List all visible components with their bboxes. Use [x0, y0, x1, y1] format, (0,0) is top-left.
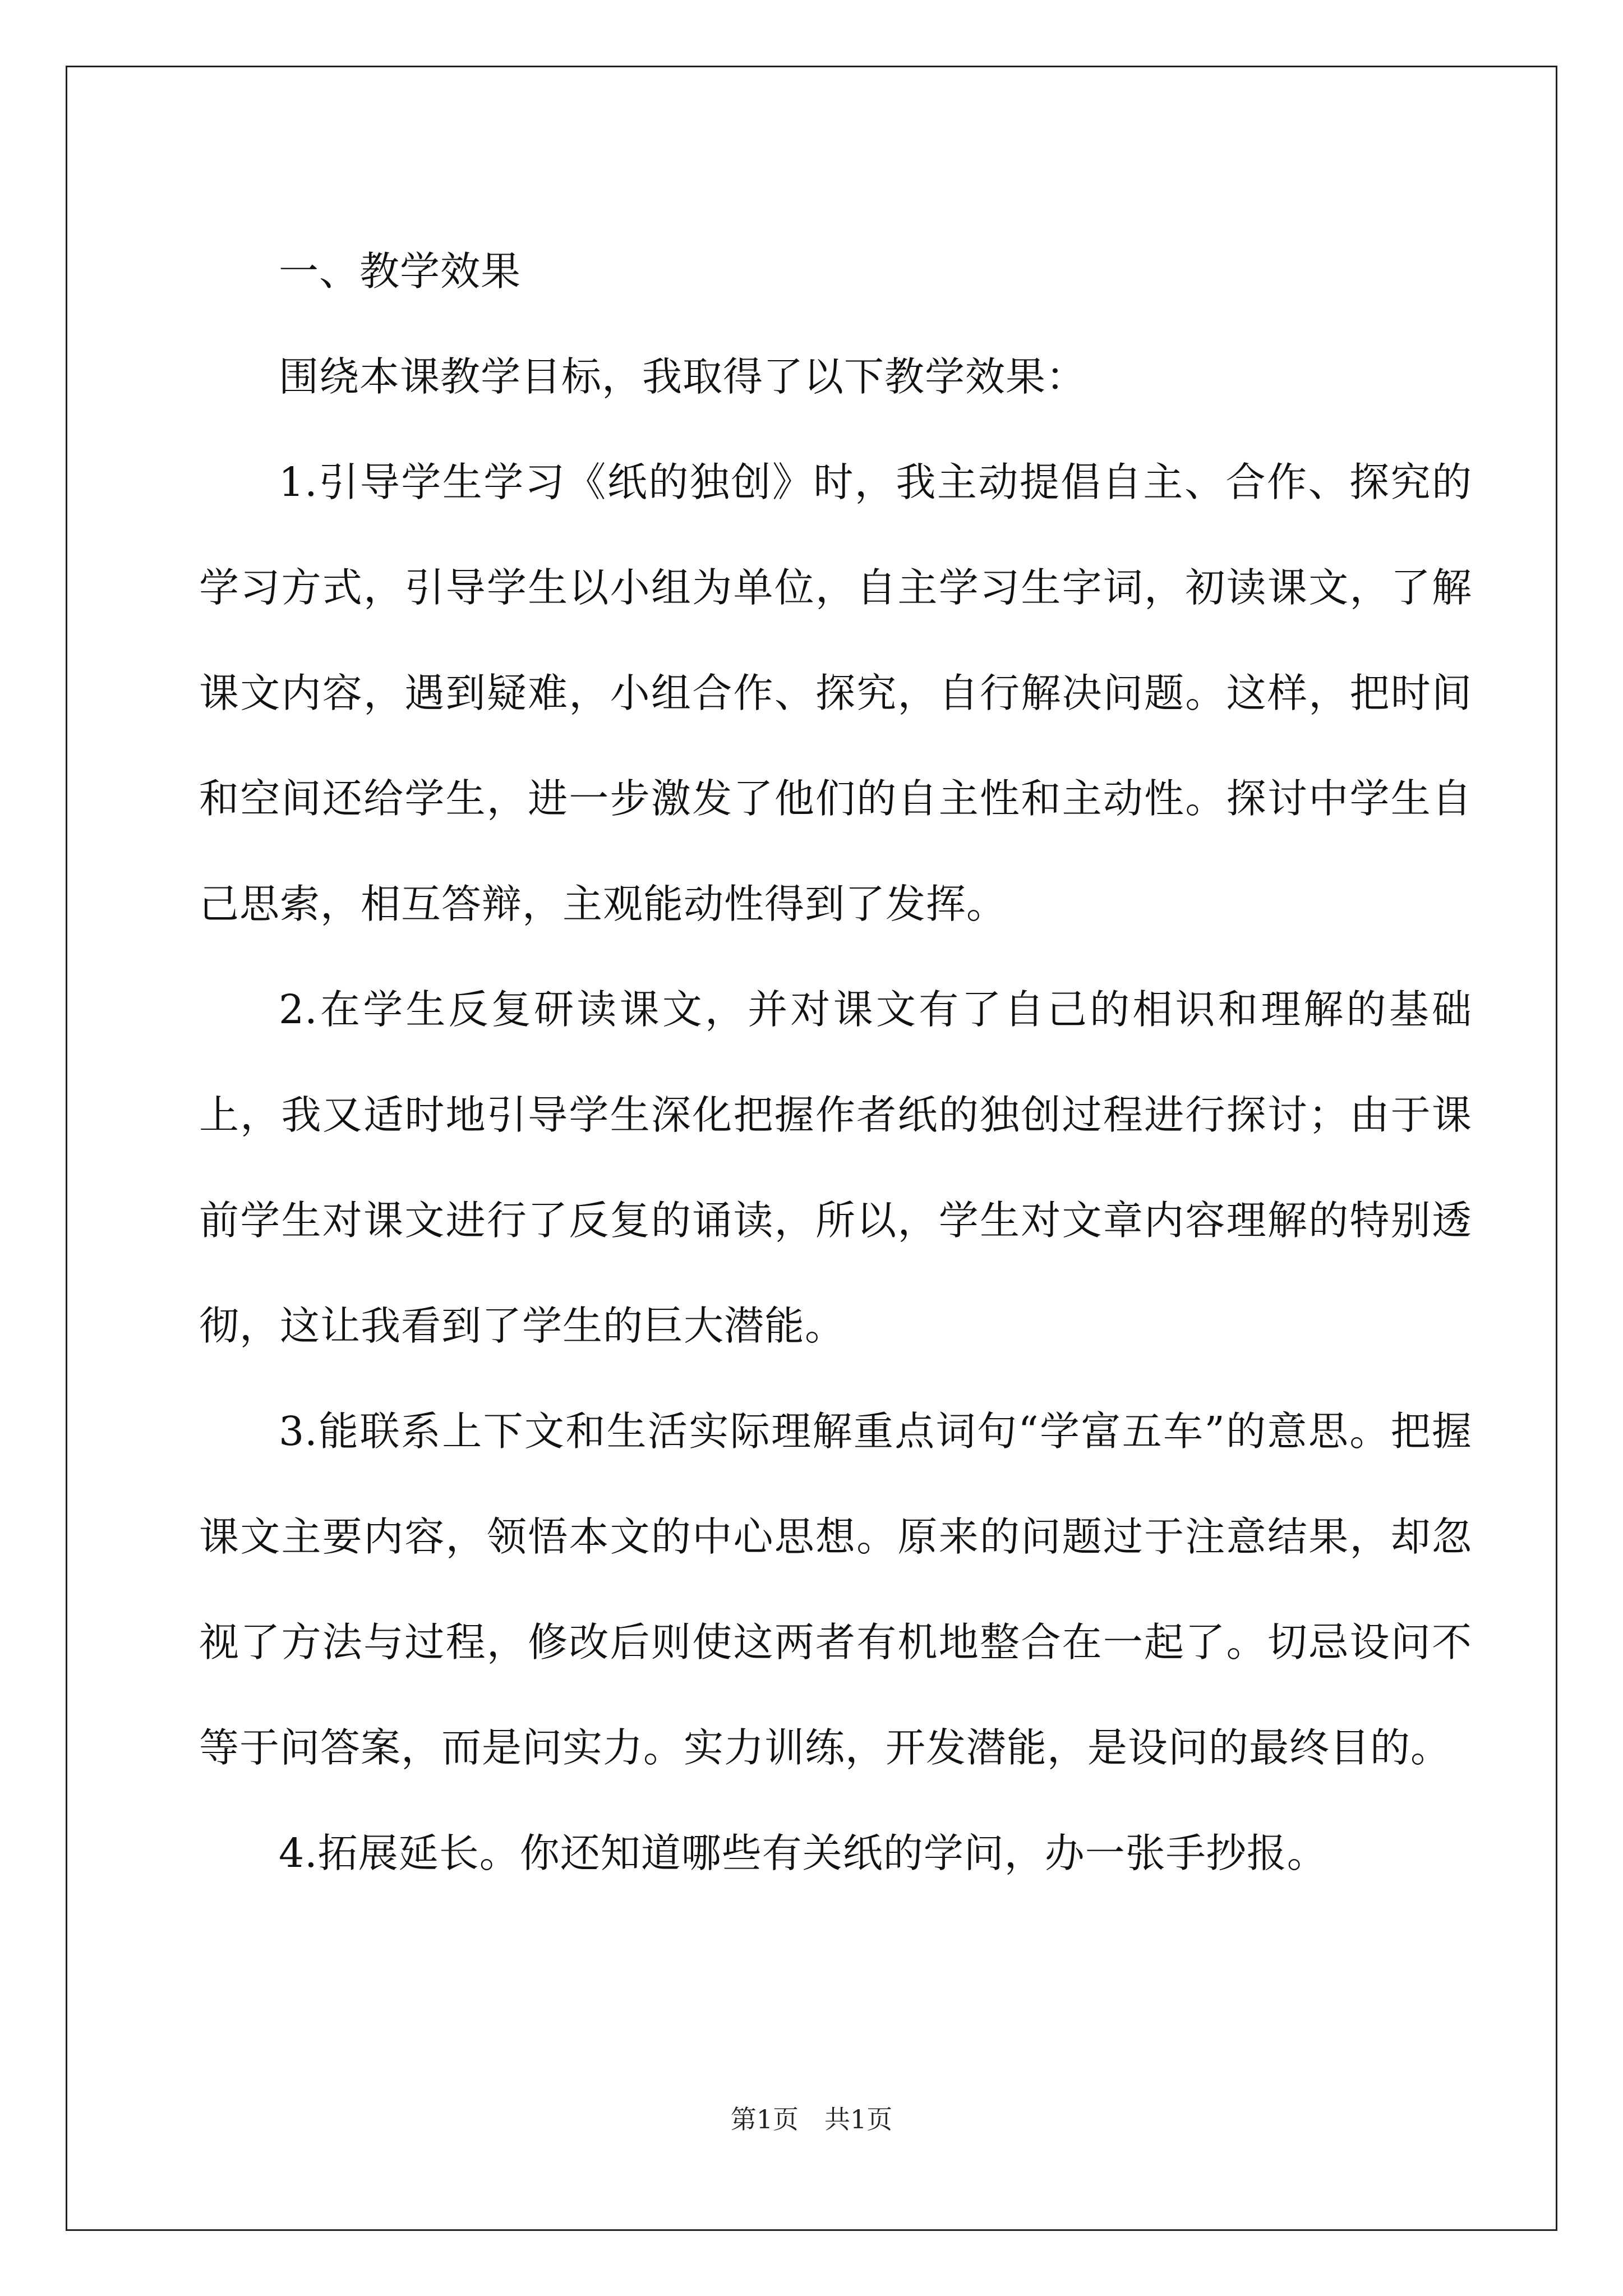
paragraph-item-4: 4.拓展延长。你还知道哪些有关纸的学问，办一张手抄报。: [279, 1830, 1327, 1876]
paragraph-item-3: 3.能联系上下文和生活实际理解重点词句“学富五车”的意思。把握课文主要内容，领悟本文的中心思想。原来的问题过于注意结果，却忽视了方法与过程，修改后则使这两者有机地整合在一起了。切忌设问不等于问答案，而是问实力。实力训练，开发潜能，是设问的最终目的。: [199, 1408, 1472, 1771]
page-number-current: 第1页: [730, 2104, 799, 2134]
intro-paragraph: 围绕本课教学目标，我取得了以下教学效果：: [279, 353, 1087, 400]
section-heading: 一、教学效果: [279, 248, 522, 295]
paragraph-item-2: 2.在学生反复研读课文，并对课文有了自己的相识和理解的基础上，我又适时地引导学生深化把握作者纸的独创过程进行探讨；由于课前学生对课文进行了反复的诵读，所以，学生对文章内容理解的特别透彻，这让我看到了学生的巨大潜能。: [199, 986, 1472, 1349]
document-body: [199, 219, 1472, 1906]
page-footer: [0, 2102, 1623, 2136]
paragraph-item-1: 1.引导学生学习《纸的独创》时，我主动提倡自主、合作、探究的学习方式，引导学生以小组为单位，自主学习生字词，初读课文，了解课文内容，遇到疑难，小组合作、探究，自行解决问题。这样，把时间和空间还给学生，进一步激发了他们的自主性和主动性。探讨中学生自己思索，相互答辩，主观能动性得到了发挥。: [199, 459, 1472, 927]
page-number-total: 共1页: [824, 2104, 893, 2134]
